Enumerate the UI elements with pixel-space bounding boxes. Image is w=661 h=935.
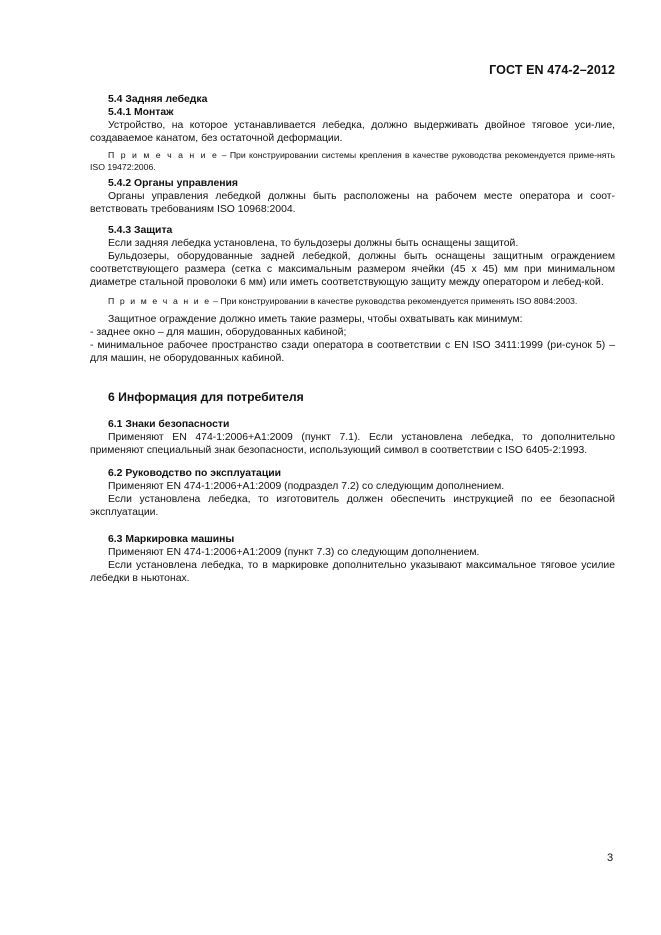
section-6-2-p1: Применяют EN 474-1:2006+A1:2009 (подраздел 7.2) со следующим дополнением. [108,481,505,492]
section-5-4-2-heading: 5.4.2 Органы управления [108,178,238,189]
standard-title: ГОСТ EN 474-2–2012 [489,63,615,77]
section-5-4-2-text: Органы управления лебедкой должны быть расположены на рабочем месте оператора и соот-ветствовать требованиям ISO 10968:2004. [90,191,615,215]
section-5-4-3-p1: Если задняя лебедка установлена, то бульдозеры должны быть оснащены защитой. [108,238,519,249]
section-6-2-heading: 6.2 Руководство по эксплуатации [108,468,282,479]
section-6-3-p1: Применяют EN 474-1:2006+A1:2009 (пункт 7.3) со следующим дополнением. [108,547,480,558]
section-5-4-3-heading: 5.4.3 Защита [108,225,173,236]
note-text: – При конструировании в качестве руководства рекомендуется применять ISO 8084:2003. [210,296,578,306]
section-6-1-heading: 6.1 Знаки безопасности [108,419,230,430]
section-6-3-heading: 6.3 Маркировка машины [108,534,235,545]
section-6-3-p2: Если установлена лебедка, то в маркировке дополнительно указывают максимальное тяговое усилие лебедки в ньютонах. [90,560,615,584]
section-6-heading: 6 Информация для потребителя [108,390,304,404]
note-5-4-3 [90,295,615,307]
section-5-4-heading: 5.4 Задняя лебедка [108,94,208,105]
section-5-4-3-p3: Защитное ограждение должно иметь такие размеры, чтобы охватывать как минимум: [108,314,523,325]
page-number: 3 [607,852,614,864]
section-5-4-3-p2: Бульдозеры, оборудованные задней лебедкой, должны быть оснащены защитным ограждением соответствующего размера (сетка с максимальным размером ячейки (45 х 45) мм при минимальном диаметре стальной проволоки 6 мм) или иметь соответствующую защиту между оператором и лебед-кой. [90,251,615,288]
note-5-4-1 [90,149,615,173]
section-6-1-text: Применяют EN 474-1:2006+A1:2009 (пункт 7.1). Если установлена лебедка, то дополнительно применяют специальный знак безопасности, использующий символ в соответствии с ISO 6405-2:1993. [90,432,615,456]
list-item: - заднее окно – для машин, оборудованных кабиной; [90,327,347,338]
section-5-4-1-text: Устройство, на которое устанавливается лебедка, должно выдерживать двойное тяговое уси-лие, создаваемое канатом, без остаточной деформации. [90,120,615,144]
note-label: П р и м е ч а н и е [108,296,211,306]
list-item: - минимальное рабочее пространство сзади оператора в соответствии с EN ISO 3411:1999 (ри-сунок 5) – для машин, не оборудованных кабиной. [90,340,615,364]
note-text: – При конструировании системы крепления в качестве руководства рекомендуется приме-нять ISO 19472:2006. [90,150,615,172]
note-label: П р и м е ч а н и е [108,150,219,160]
page-content [90,93,615,585]
section-5-4-1-heading: 5.4.1 Монтаж [108,107,174,118]
section-6-2-p2: Если установлена лебедка, то изготовитель должен обеспечить инструкцией по ее безопасной эксплуатации. [90,494,615,518]
